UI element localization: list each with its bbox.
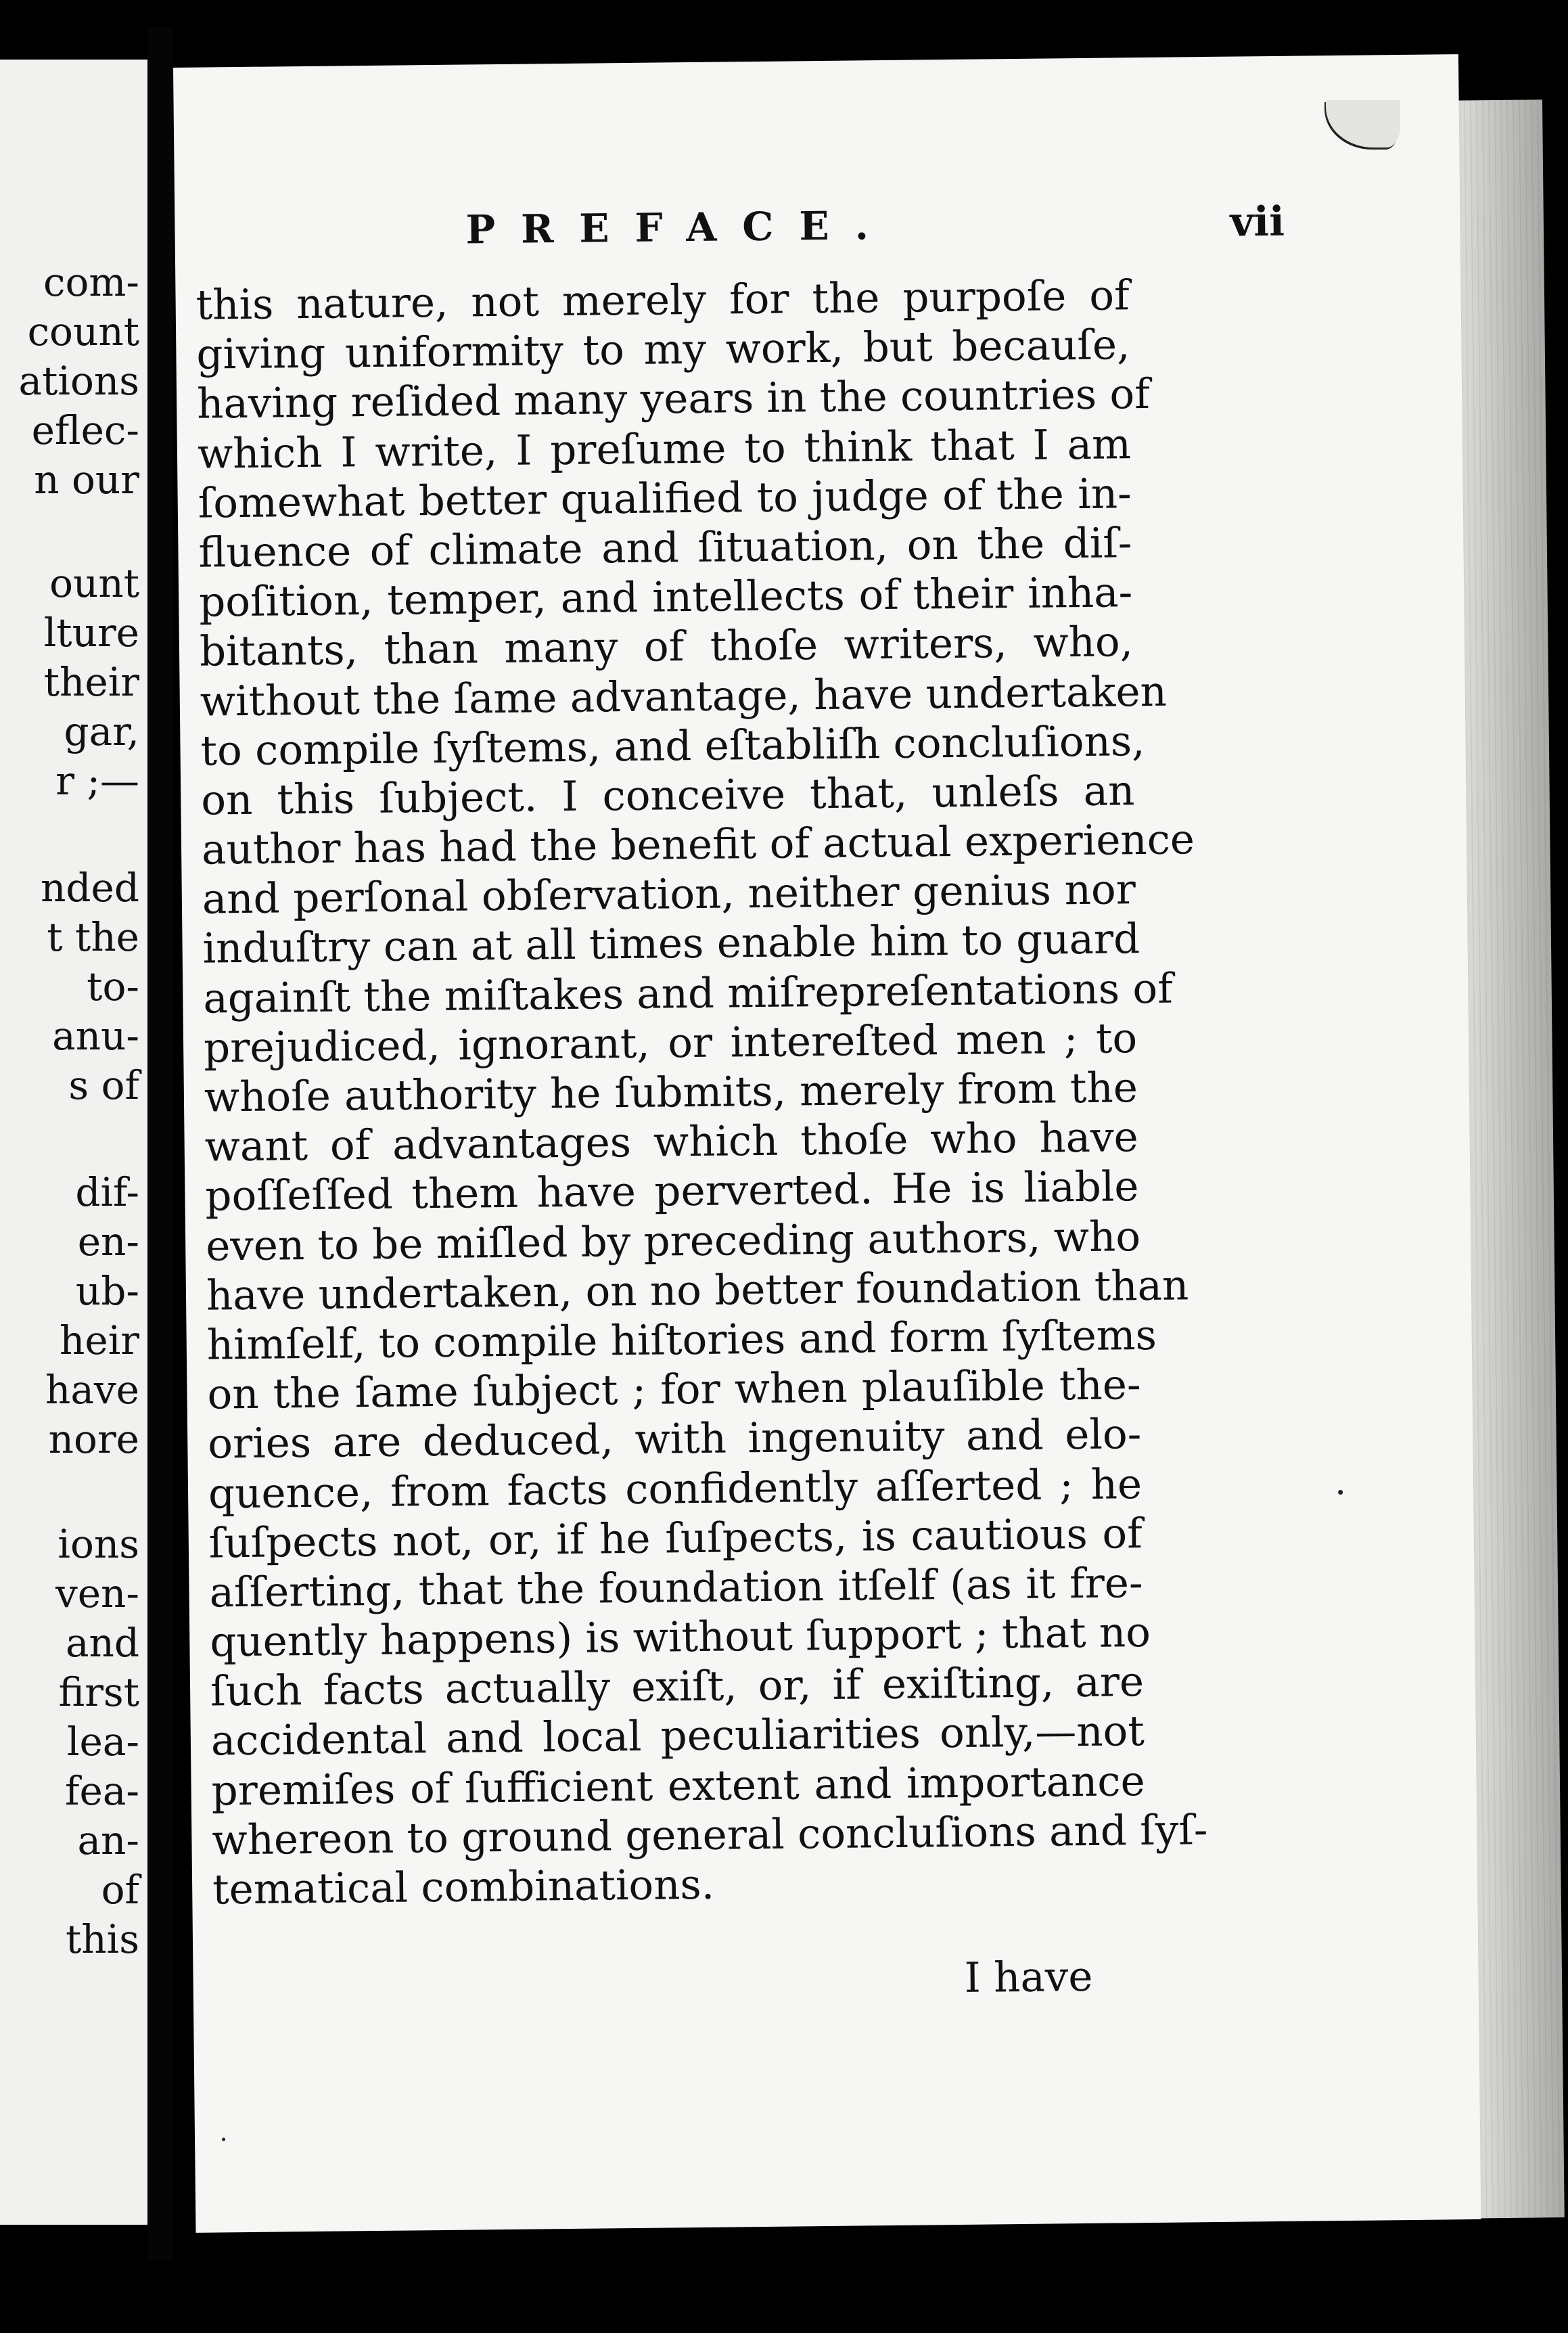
text-line: ſomewhat better qualified to judge of the in- xyxy=(198,469,1132,528)
left-fragment: have xyxy=(45,1367,139,1413)
text-line: againſt the miſtakes and miſrepreſentations of xyxy=(203,964,1174,1023)
left-fragment: ations xyxy=(18,358,139,404)
ink-speck xyxy=(1338,1490,1343,1495)
left-fragment: t the xyxy=(47,914,139,960)
left-fragment: r ;— xyxy=(55,758,139,804)
text-line: whereon to ground general concluſions and ſyſ- xyxy=(212,1805,1208,1865)
left-fragment: dif- xyxy=(75,1169,139,1215)
text-line: which I write, I preſume to think that I am xyxy=(197,420,1132,478)
text-line: fluence of climate and ſituation, on the diſ- xyxy=(198,519,1132,577)
text-line: ories are deduced, with ingenuity and elo- xyxy=(207,1410,1142,1468)
left-fragment: an- xyxy=(77,1817,139,1863)
book-gutter xyxy=(147,27,173,2260)
left-fragment: first xyxy=(58,1669,139,1715)
left-fragment: nded xyxy=(41,865,139,911)
text-line: on this ſubject. I conceive that, unleſs an xyxy=(200,767,1135,825)
running-head: PREFACE. xyxy=(465,202,895,253)
text-line: quently happens) is without ſupport ; that no xyxy=(210,1608,1151,1667)
left-fragment: ub- xyxy=(75,1268,139,1314)
left-fragment: n our xyxy=(34,457,139,503)
text-line: himſelf, to compile hiſtories and form ſyſtems xyxy=(206,1311,1157,1369)
left-fragment: anu- xyxy=(52,1013,139,1059)
left-fragment: and xyxy=(65,1620,139,1666)
text-line: accidental and local peculiarities only,—not xyxy=(210,1707,1145,1765)
text-line: without the ſame advantage, have undertaken xyxy=(200,667,1168,726)
left-fragment: lture xyxy=(43,610,139,656)
text-line: poſſeſſed them have perverted. He is liable xyxy=(205,1162,1139,1221)
text-line: to compile ſyſtems, and eſtabliſh concluſions, xyxy=(200,717,1145,775)
text-line: on the ſame ſubject ; for when plauſible the- xyxy=(207,1361,1141,1419)
text-line: have undertaken, on no better foundation than xyxy=(206,1261,1189,1320)
text-line: ſuſpects not, or, if he ſuſpects, is cautious of xyxy=(208,1509,1143,1568)
text-line: bitants, than many of thoſe writers, who, xyxy=(199,618,1134,676)
text-line: quence, from facts confidently aſſerted ; he xyxy=(208,1459,1143,1518)
text-line: poſition, temper, and intellects of their inha- xyxy=(198,568,1133,627)
page-number: vii xyxy=(1230,198,1285,246)
text-line: author has had the benefit of actual experience xyxy=(201,815,1195,874)
catchword: I have xyxy=(964,1952,1093,2002)
text-line: whoſe authority he ſubmits, merely from the xyxy=(204,1064,1138,1122)
left-fragment: com- xyxy=(43,259,139,305)
left-fragment: lea- xyxy=(66,1719,139,1765)
ink-speck xyxy=(222,2137,225,2141)
left-fragment: ions xyxy=(57,1521,139,1567)
text-line: having reſided many years in the countries of xyxy=(196,370,1151,429)
text-line: prejudiced, ignorant, or intereſted men ; to xyxy=(203,1014,1138,1072)
text-line: aſſerting, that the foundation itſelf (as it fre- xyxy=(209,1558,1143,1617)
left-fragment: nore xyxy=(48,1416,139,1462)
left-fragment: count xyxy=(27,309,139,355)
left-fragment: to- xyxy=(87,964,139,1010)
left-fragment: their xyxy=(43,659,139,705)
main-page xyxy=(173,54,1481,2233)
text-line: want of advantages which thoſe who have xyxy=(204,1113,1139,1171)
left-fragment: en- xyxy=(77,1219,139,1265)
text-line: and perſonal obſervation, neither genius nor xyxy=(202,865,1136,924)
left-fragment: heir xyxy=(60,1317,139,1363)
left-fragment: s of xyxy=(68,1062,139,1108)
left-fragment: ven- xyxy=(55,1570,139,1616)
left-fragment: gar, xyxy=(64,708,139,754)
left-fragment: this xyxy=(66,1916,139,1962)
text-line: even to be miſled by preceding authors, who xyxy=(205,1212,1141,1271)
text-line: this nature, not merely for the purpoſe of xyxy=(195,271,1130,330)
text-line: ſuch facts actually exiſt, or, if exiſting, are xyxy=(210,1658,1145,1716)
text-line: induſtry can at all times enable him to guard xyxy=(202,915,1140,974)
left-fragment: eflec- xyxy=(31,407,139,453)
text-line: tematical combinations. xyxy=(212,1860,715,1914)
text-line: giving uniformity to my work, but becauſe, xyxy=(196,321,1130,379)
text-line: premiſes of ſufficient extent and importance xyxy=(211,1757,1145,1815)
left-fragment: ount xyxy=(49,560,139,606)
left-page-sliver xyxy=(0,60,147,2225)
left-fragment: fea- xyxy=(65,1768,139,1814)
left-fragment: of xyxy=(101,1867,139,1913)
body-text xyxy=(195,271,1208,1915)
